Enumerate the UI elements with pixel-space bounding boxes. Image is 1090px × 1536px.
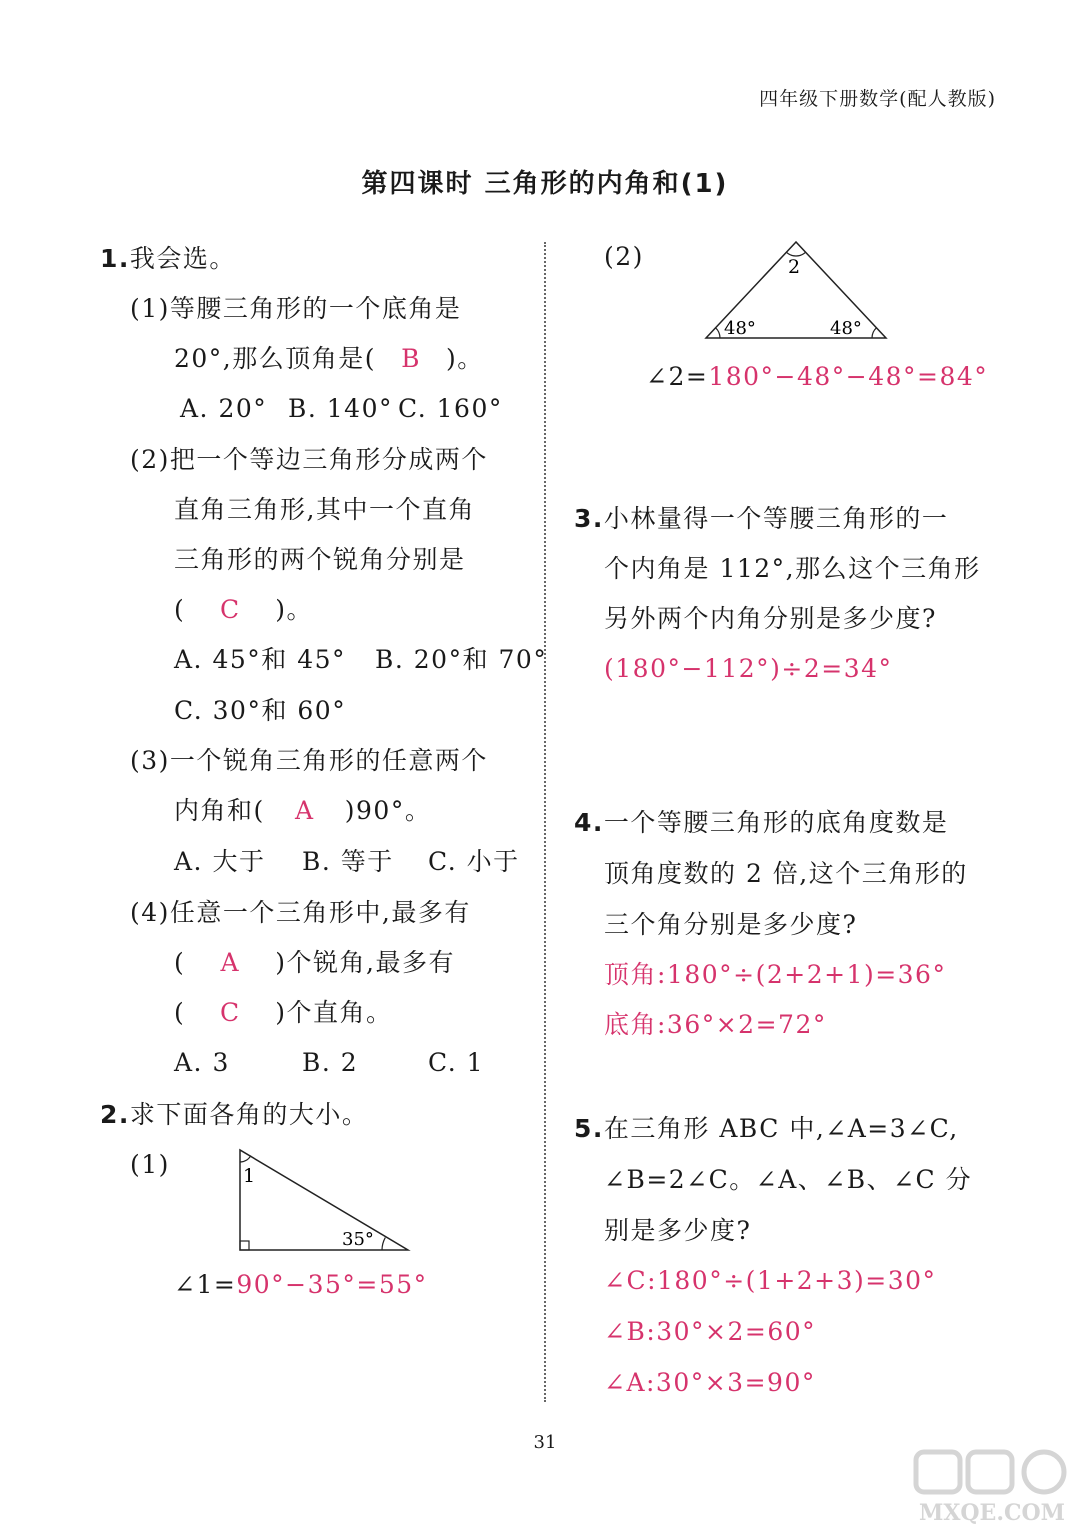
q2-p2-formula: [646, 360, 988, 394]
q4-line3: 三个角分别是多少度?: [604, 910, 858, 939]
q1-p4-answer2: C: [219, 998, 241, 1027]
q1-p2-option-c: C. 30°和 60°: [174, 696, 347, 725]
q5-line2: ∠B=2∠C。∠A、∠B、∠C 分: [604, 1165, 973, 1194]
angle1-arc: [240, 1156, 251, 1163]
right-base-label: 48°: [830, 318, 862, 339]
q1-p3-option-b: B. 等于: [302, 847, 394, 876]
q1-p2-answer: C: [219, 595, 241, 624]
q2-p1-formula: [174, 1268, 428, 1302]
page-header: 四年级下册数学(配人教版): [759, 88, 996, 110]
q2-p1-formula-answer: 90°−35°=55°: [236, 1270, 428, 1299]
q3-line2: 个内角是 112°,那么这个三角形: [604, 554, 981, 583]
q1-p2-line2: 直角三角形,其中一个直角: [174, 495, 475, 524]
q1-p4-line1: (4)任意一个三角形中,最多有: [130, 898, 471, 927]
q3-line3: 另外两个内角分别是多少度?: [604, 604, 937, 633]
page-number: 31: [533, 1432, 557, 1453]
q4-answer2: 底角:36°×2=72°: [604, 1010, 827, 1039]
q1-p4-open1: (: [174, 948, 186, 977]
q3-text1: 小林量得一个等腰三角形的一: [603, 504, 949, 533]
q1-p2-option-b: B. 20°和 70°: [375, 645, 548, 674]
q4-line1: [574, 806, 948, 840]
column-divider: [544, 242, 546, 1402]
q1-p2-line4: [174, 593, 313, 627]
q1-p2-line1: (2)把一个等边三角形分成两个: [130, 445, 488, 474]
q1-p3-line2: [174, 794, 431, 828]
right-base-arc: [872, 328, 876, 338]
q1-p4-option-c: C. 1: [428, 1048, 485, 1077]
q2-p1-formula-prefix: ∠1=: [174, 1270, 237, 1299]
q1-p1-option-b: B. 140°: [288, 394, 393, 423]
q5-text1: 在三角形 ABC 中,∠A=3∠C,: [603, 1114, 959, 1143]
right-triangle: [240, 1150, 408, 1250]
q1-p1-prefix: 20°,那么顶角是(: [174, 344, 377, 373]
q1-p3-option-c: C. 小于: [428, 847, 520, 876]
q1-p1-answer: B: [401, 344, 421, 373]
q5-line3: 别是多少度?: [604, 1216, 752, 1245]
q1-heading: [100, 242, 236, 276]
q2-p1-label: (1): [130, 1150, 170, 1179]
q2-text: 求下面各角的大小。: [129, 1100, 369, 1129]
q1-p4-line2: [174, 946, 455, 980]
isosceles-triangle-figure: [702, 236, 892, 342]
left-base-arc: [716, 328, 720, 338]
q1-p3-line1: (3)一个锐角三角形的任意两个: [130, 746, 488, 775]
q2-p2-formula-answer: 180°−48°−48°=84°: [708, 362, 989, 391]
q1-p1-line1: (1)等腰三角形的一个底角是: [130, 294, 462, 323]
q1-p1-option-c: C. 160°: [398, 394, 503, 423]
q1-p4-option-a: A. 3: [174, 1048, 230, 1077]
q1-p4-rest2: )个直角。: [275, 998, 393, 1027]
angle35-label: 35°: [342, 1229, 374, 1250]
q5-answer3: ∠A:30°×3=90°: [604, 1368, 816, 1397]
lesson-title: 第四课时 三角形的内角和(1): [361, 169, 729, 199]
q5-line1: [574, 1112, 959, 1146]
q1-p3-option-a: A. 大于: [174, 847, 266, 876]
q1-p1-suffix: )。: [446, 344, 484, 373]
q1-p3-answer: A: [294, 796, 315, 825]
angle1-label: 1: [243, 1165, 256, 1187]
q1-p1-option-a: A. 20°: [180, 394, 268, 423]
q1-p4-rest1: )个锐角,最多有: [275, 948, 455, 977]
q1-p2-close: )。: [275, 595, 314, 624]
q1-p1-line2: [174, 342, 484, 376]
right-triangle-figure: [228, 1144, 418, 1256]
q4-answer1: 顶角:180°÷(2+2+1)=36°: [604, 960, 947, 989]
q4-text1: 一个等腰三角形的底角度数是: [603, 808, 949, 837]
q2-p2-formula-prefix: ∠2=: [646, 362, 709, 391]
q1-number: 1.: [100, 244, 130, 273]
q5-answer2: ∠B:30°×2=60°: [604, 1317, 817, 1346]
q2-p2-label: (2): [604, 242, 644, 271]
watermark-text: MXQE.COM: [918, 1500, 1066, 1526]
q5-answer1: ∠C:180°÷(1+2+3)=30°: [604, 1266, 937, 1295]
left-base-label: 48°: [724, 318, 756, 339]
q1-p3-prefix: 内角和(: [174, 796, 265, 825]
q1-p4-option-b: B. 2: [302, 1048, 359, 1077]
q3-answer: (180°−112°)÷2=34°: [604, 654, 893, 683]
right-angle-mark: [240, 1241, 249, 1250]
q1-p2-open: (: [174, 595, 186, 624]
q1-p4-open2: (: [174, 998, 186, 1027]
angle35-arc: [382, 1238, 385, 1250]
q3-line1: [574, 502, 948, 536]
q1-p4-line3: [174, 996, 393, 1030]
angle2-label: 2: [788, 256, 801, 278]
q4-line2: 顶角度数的 2 倍,这个三角形的: [604, 859, 968, 888]
q1-p2-line3: 三角形的两个锐角分别是: [174, 545, 466, 574]
q2-number: 2.: [100, 1100, 130, 1129]
q2-heading: [100, 1098, 368, 1132]
watermark-logo: [912, 1448, 1072, 1526]
q4-number: 4.: [574, 808, 604, 837]
q1-p2-option-a: A. 45°和 45°: [174, 645, 347, 674]
q5-number: 5.: [574, 1114, 604, 1143]
q3-number: 3.: [574, 504, 604, 533]
q1-p3-suffix: )90°。: [344, 796, 432, 825]
q1-text: 我会选。: [129, 244, 236, 273]
q1-p4-answer1: A: [220, 948, 241, 977]
